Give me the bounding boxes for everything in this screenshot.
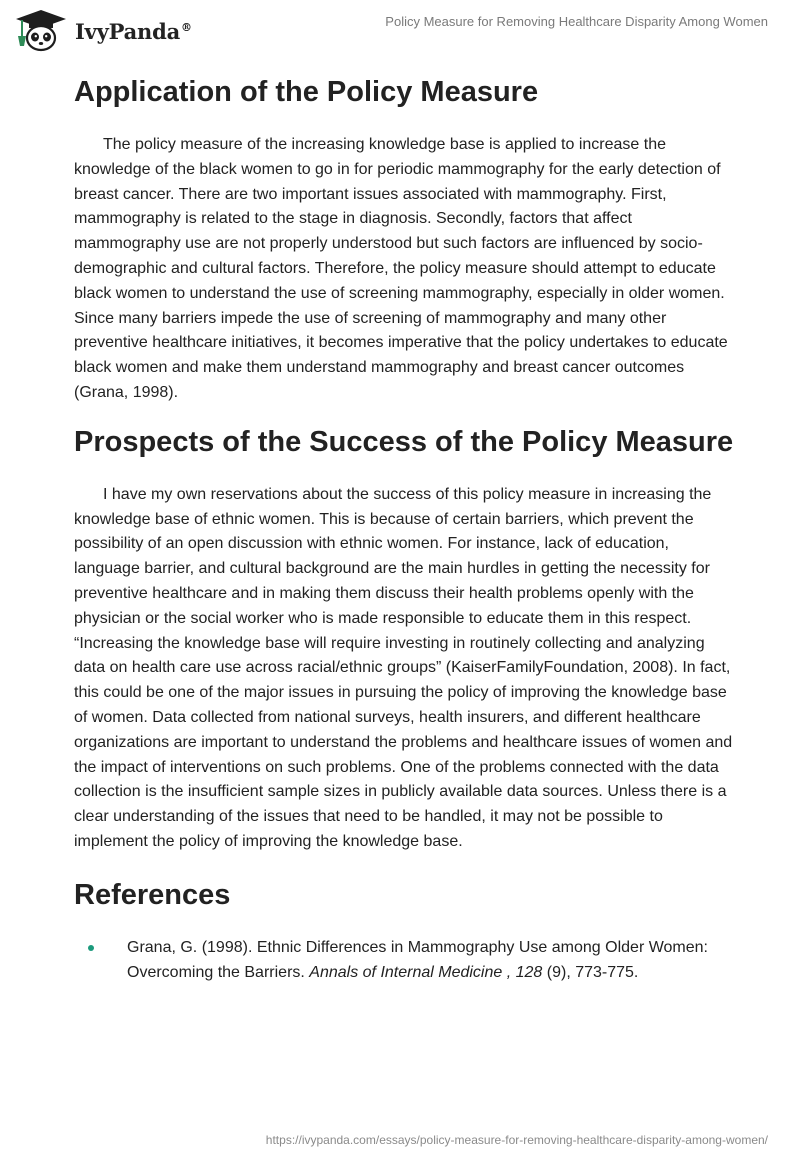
- paragraph-application: The policy measure of the increasing knowledge base is applied to increase the knowledge of the black women to go in for periodic mammography for the early detection of breast cancer. There are two important issues associated with mammography. First, mammography is related to the stage in diagnosis. Secondly, factors that affect mammography use are not properly understood but such factors are influenced by socio-demographic and cultural factors. Therefore, the policy measure should attempt to educate black women to understand the use of screening mammography, especially in older women. Since many barriers impede the use of screening of mammography and many other preventive healthcare initiatives, it becomes imperative that the policy undertakes to educate black women and make them understand mammography and breast cancer outcomes (Grana, 1998).: [74, 136, 728, 401]
- references-list: [74, 936, 734, 986]
- reference-text: Grana, G. (1998). Ethnic Differences in Mammography Use among Older Women: Overcoming the Barriers.: [127, 938, 708, 981]
- brand-name: IvyPanda®: [75, 18, 192, 44]
- document-title: Policy Measure for Removing Healthcare Disparity Among Women: [385, 14, 768, 29]
- page-header: [0, 0, 800, 64]
- essay-content: [74, 72, 734, 985]
- reference-details: (9), 773-775.: [542, 963, 639, 981]
- reference-journal: Annals of Internal Medicine , 128: [309, 963, 543, 981]
- footer-url-link[interactable]: https://ivypanda.com/essays/policy-measure-for-removing-healthcare-disparity-among-women/: [265, 1133, 768, 1147]
- paragraph-prospects: I have my own reservations about the success of this policy measure in increasing the knowledge base of ethnic women. This is because of certain barriers, which prevent the possibility of an open discussion with ethnic women. For instance, lack of education, language barrier, and cultural background are the main hurdles in getting the necessity for preventive healthcare and in making them discuss their health problems openly with the physician or the social worker who is made responsible to educate them in this respect. “Increasing the knowledge base will require investing in routinely collecting and analyzing data on health care use across racial/ethnic groups” (KaiserFamilyFoundation, 2008). In fact, this could be one of the major issues in pursuing the policy of improving the knowledge base of women. Data collected from national surveys, health insurers, and different healthcare organizations are important to understand the problems and healthcare issues of women and the impact of interventions on such problems. One of the problems connected with the data collection is the insufficient sample sizes in publicly available data sources. Unless there is a clear understanding of the issues that need to be handled, it may not be possible to implement the policy of improving the knowledge base.: [74, 485, 733, 850]
- panda-graduate-icon: [12, 8, 70, 54]
- bullet-icon: [88, 945, 94, 951]
- brand-logo[interactable]: [12, 8, 192, 54]
- section-heading-prospects: Prospects of the Success of the Policy Measure: [74, 425, 734, 458]
- section-heading-references: References: [74, 878, 231, 911]
- section-heading-application: Application of the Policy Measure: [74, 76, 539, 108]
- reference-item: [74, 936, 734, 986]
